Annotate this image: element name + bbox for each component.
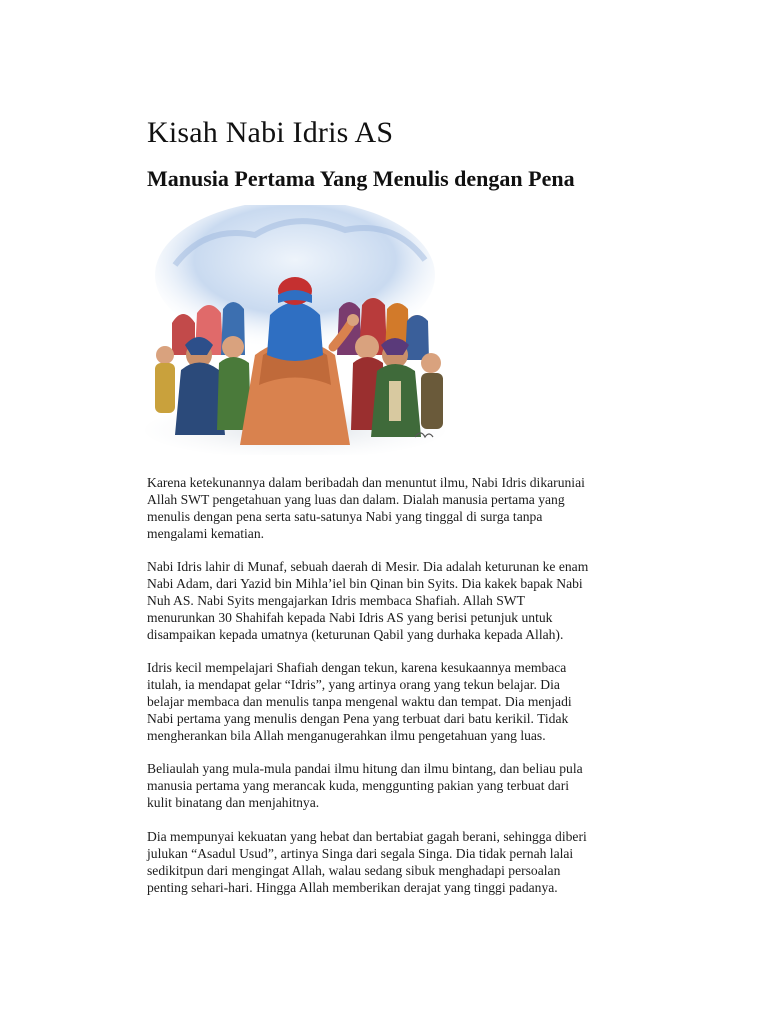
text-line: Dia mempunyai kekuatan yang hebat dan bertabiat gagah berani, sehingga diberi — [147, 828, 587, 844]
text-line: Nabi Adam, dari Yazid bin Mihla’iel bin Qinan bin Syits. Dia kakek bapak Nabi — [147, 576, 583, 592]
text-line: sedikitpun dari mengingat Allah, walau sedang sibuk menghadapi persoalan — [147, 862, 561, 878]
text-line: Idris kecil mempelajari Shafiah dengan tekun, karena kesukaannya membaca — [147, 660, 567, 676]
illustration-icon — [145, 205, 453, 455]
text-line: belajar membaca dan menulis tanpa mengenal waktu dan tempat. Dia menjadi — [147, 694, 572, 710]
text-line: disampaikan kepada umatnya (keturunan Qabil yang durhaka kepada Allah). — [147, 626, 564, 642]
text-line: itulah, ia mendapat gelar “Idris”, yang artinya orang yang tekun belajar. Dia — [147, 677, 560, 693]
text-line: mengalami kematian. — [147, 525, 265, 541]
paragraph — [147, 829, 667, 897]
text-line: Nuh AS. Nabi Syits mengajarkan Idris membaca Shafiah. Allah SWT — [147, 593, 525, 609]
crowd-right — [351, 335, 443, 437]
paragraph — [147, 475, 667, 543]
text-line: menulis dengan pena serta satu-satunya Nabi yang tinggal di surga tanpa — [147, 508, 543, 524]
text-line: penting sehari-hari. Hingga Allah memberikan derajat yang tinggi padanya. — [147, 879, 558, 895]
text-line: mengherankan bila Allah menganugerahkan ilmu pengetahuan yang luas. — [147, 727, 546, 743]
text-line: manusia pertama yang merancak kuda, menggunting pakian yang terbuat dari — [147, 778, 570, 794]
paragraph — [147, 761, 667, 812]
page-title: Kisah Nabi Idris AS — [147, 116, 394, 149]
paragraph — [147, 559, 667, 644]
article-body — [147, 475, 667, 913]
text-line: menurunkan 30 Shahifah kepada Nabi Idris AS yang berisi petunjuk untuk — [147, 609, 553, 625]
text-line: julukan “Asadul Usud”, artinya Singa dari segala Singa. Dia tidak pernah lalai — [147, 845, 574, 861]
text-line: Allah SWT pengetahuan yang luas dan dalam. Dialah manusia pertama yang — [147, 491, 565, 507]
text-line: Beliaulah yang mula-mula pandai ilmu hitung dan ilmu bintang, dan beliau pula — [147, 761, 583, 777]
text-line: Karena ketekunannya dalam beribadah dan menuntut ilmu, Nabi Idris dikaruniai — [147, 475, 585, 490]
text-line: Nabi Idris lahir di Munaf, sebuah daerah di Mesir. Dia adalah keturunan ke enam — [147, 559, 589, 575]
paragraph — [147, 660, 667, 745]
page-subtitle: Manusia Pertama Yang Menulis dengan Pena — [147, 166, 575, 191]
text-line: Nabi pertama yang menulis dengan Pena yang terbuat dari batu kerikil. Tidak — [147, 711, 569, 727]
text-line: kulit binatang dan menjahitnya. — [147, 795, 320, 811]
